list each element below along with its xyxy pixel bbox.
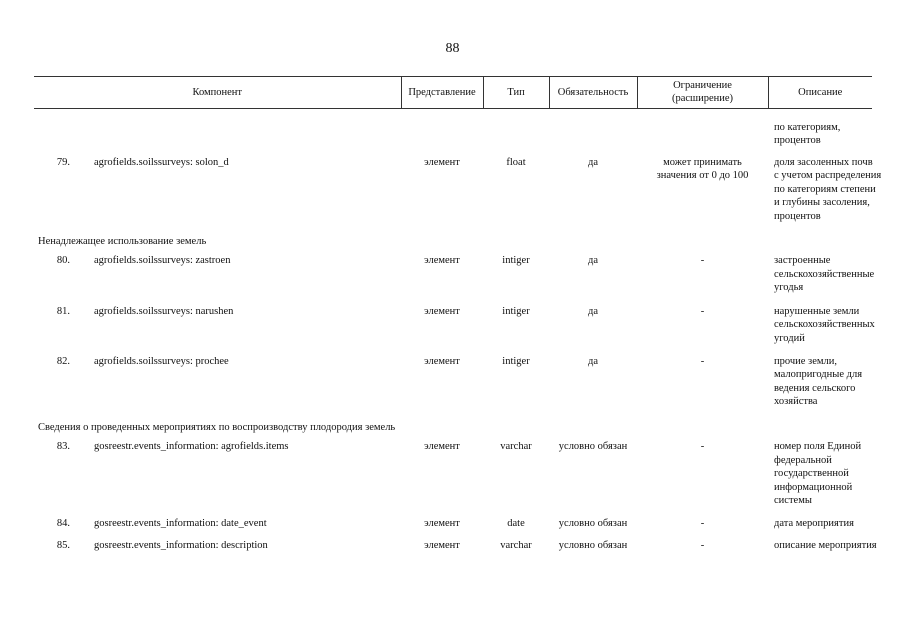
desc-line: сельскохозяйственные: [774, 268, 875, 280]
row-description: [768, 537, 877, 558]
continuation-row: [34, 119, 872, 154]
row-limit: -: [700, 255, 705, 267]
row-representation: элемент: [424, 356, 460, 367]
desc-line: доля засоленных почв: [774, 156, 873, 168]
desc-line: описание мероприятия: [774, 539, 877, 551]
row-type: intiger: [502, 255, 530, 267]
row-component: agrofields.soilssurveys: zastroen: [94, 255, 231, 267]
page-number: 88: [445, 41, 460, 56]
row-component: agrofields.soilssurveys: prochee: [94, 356, 229, 367]
desc-line: системы: [774, 494, 812, 506]
table-row: [34, 537, 872, 558]
row-mandatory: да: [588, 305, 599, 317]
desc-line: дата мероприятия: [774, 518, 854, 530]
table-row: [34, 154, 872, 231]
row-component: gosreestr.events_information: agrofields.items: [94, 441, 289, 453]
desc-line: федеральной: [774, 454, 832, 466]
section-heading-row: [34, 417, 872, 438]
table-header-row: [34, 77, 872, 109]
desc-line: с учетом распределения: [774, 170, 882, 182]
row-limit: [637, 154, 768, 231]
row-type: intiger: [502, 305, 530, 317]
row-description: [768, 438, 872, 515]
desc-line: по категориям,: [774, 121, 841, 133]
row-type: varchar: [500, 441, 532, 453]
row-representation: элемент: [424, 539, 460, 551]
continuation-description: [768, 119, 872, 154]
section-heading: Ненадлежащее использование земель: [38, 235, 207, 247]
row-mandatory: да: [588, 356, 599, 367]
section-heading: Сведения о проведенных мероприятиях по воспроизводству плодородия земель: [38, 421, 396, 433]
row-type: date: [507, 518, 525, 530]
row-representation: элемент: [424, 518, 460, 530]
header-description: Описание: [768, 77, 872, 109]
row-number: 80.: [56, 255, 70, 267]
header-type: Тип: [483, 77, 549, 109]
desc-line: по категориям степени: [774, 183, 876, 195]
desc-line: процентов: [774, 135, 821, 147]
desc-line: государственной: [774, 468, 849, 480]
row-number: 82.: [56, 356, 70, 367]
header-representation: Представление: [401, 77, 483, 109]
header-limit-line1: Ограничение: [673, 80, 732, 91]
row-limit: -: [700, 518, 705, 530]
row-description: [768, 252, 875, 302]
desc-line: нарушенные земли: [774, 305, 860, 317]
row-type: float: [506, 156, 526, 168]
row-component: gosreestr.events_information: description: [94, 539, 268, 551]
desc-line: угодий: [774, 332, 805, 344]
row-number: 84.: [56, 518, 70, 530]
row-mandatory: условно обязан: [558, 518, 628, 530]
desc-line: угодья: [774, 282, 804, 294]
row-description: [768, 303, 875, 353]
row-representation: элемент: [424, 441, 460, 453]
row-limit: -: [700, 539, 705, 551]
section-heading-row: [34, 231, 872, 252]
desc-line: информационной: [774, 481, 853, 493]
row-number: 81.: [56, 305, 70, 317]
desc-line: процентов: [774, 210, 821, 222]
row-type: varchar: [500, 539, 532, 551]
header-component: Компонент: [34, 77, 401, 109]
spec-table: [34, 76, 882, 558]
row-component: agrofields.soilssurveys: narushen: [94, 305, 234, 317]
row-component: agrofields.soilssurveys: solon_d: [94, 156, 229, 168]
row-mandatory: да: [588, 156, 599, 168]
table-row: [34, 252, 872, 302]
limit-line: значения от 0 до 100: [656, 170, 749, 182]
table-row: [34, 303, 872, 353]
row-component: gosreestr.events_information: date_event: [94, 518, 267, 530]
desc-line: и глубины засоления,: [774, 197, 870, 209]
row-number: 85.: [56, 539, 70, 551]
row-mandatory: условно обязан: [558, 441, 628, 453]
row-mandatory: условно обязан: [558, 539, 628, 551]
row-mandatory: да: [588, 255, 599, 267]
desc-line: хозяйства: [774, 396, 818, 408]
header-mandatory: Обязательность: [549, 77, 637, 109]
row-type: intiger: [502, 356, 530, 367]
row-limit: -: [700, 356, 705, 367]
limit-line: может принимать: [663, 156, 742, 168]
desc-line: застроенные: [774, 255, 831, 267]
row-number: 83.: [56, 441, 70, 453]
desc-line: ведения сельского: [774, 382, 856, 394]
desc-line: прочие земли,: [774, 356, 837, 367]
desc-line: малопригодные для: [774, 369, 863, 381]
header-limit: [637, 77, 768, 109]
desc-line: сельскохозяйственных: [774, 319, 875, 331]
row-limit: -: [700, 305, 705, 317]
row-representation: элемент: [424, 255, 460, 267]
row-representation: элемент: [424, 156, 460, 168]
header-limit-line2: (расширение): [671, 93, 734, 105]
desc-line: номер поля Единой: [774, 441, 862, 453]
row-number: 79.: [56, 156, 70, 168]
table-row: [34, 438, 872, 515]
row-description: [768, 353, 872, 417]
row-description: [768, 154, 882, 231]
table-row: [34, 353, 872, 417]
row-limit: -: [700, 441, 705, 453]
row-representation: элемент: [424, 305, 460, 317]
spacer-row: [34, 108, 872, 119]
table-row: [34, 515, 872, 536]
row-description: [768, 515, 872, 536]
